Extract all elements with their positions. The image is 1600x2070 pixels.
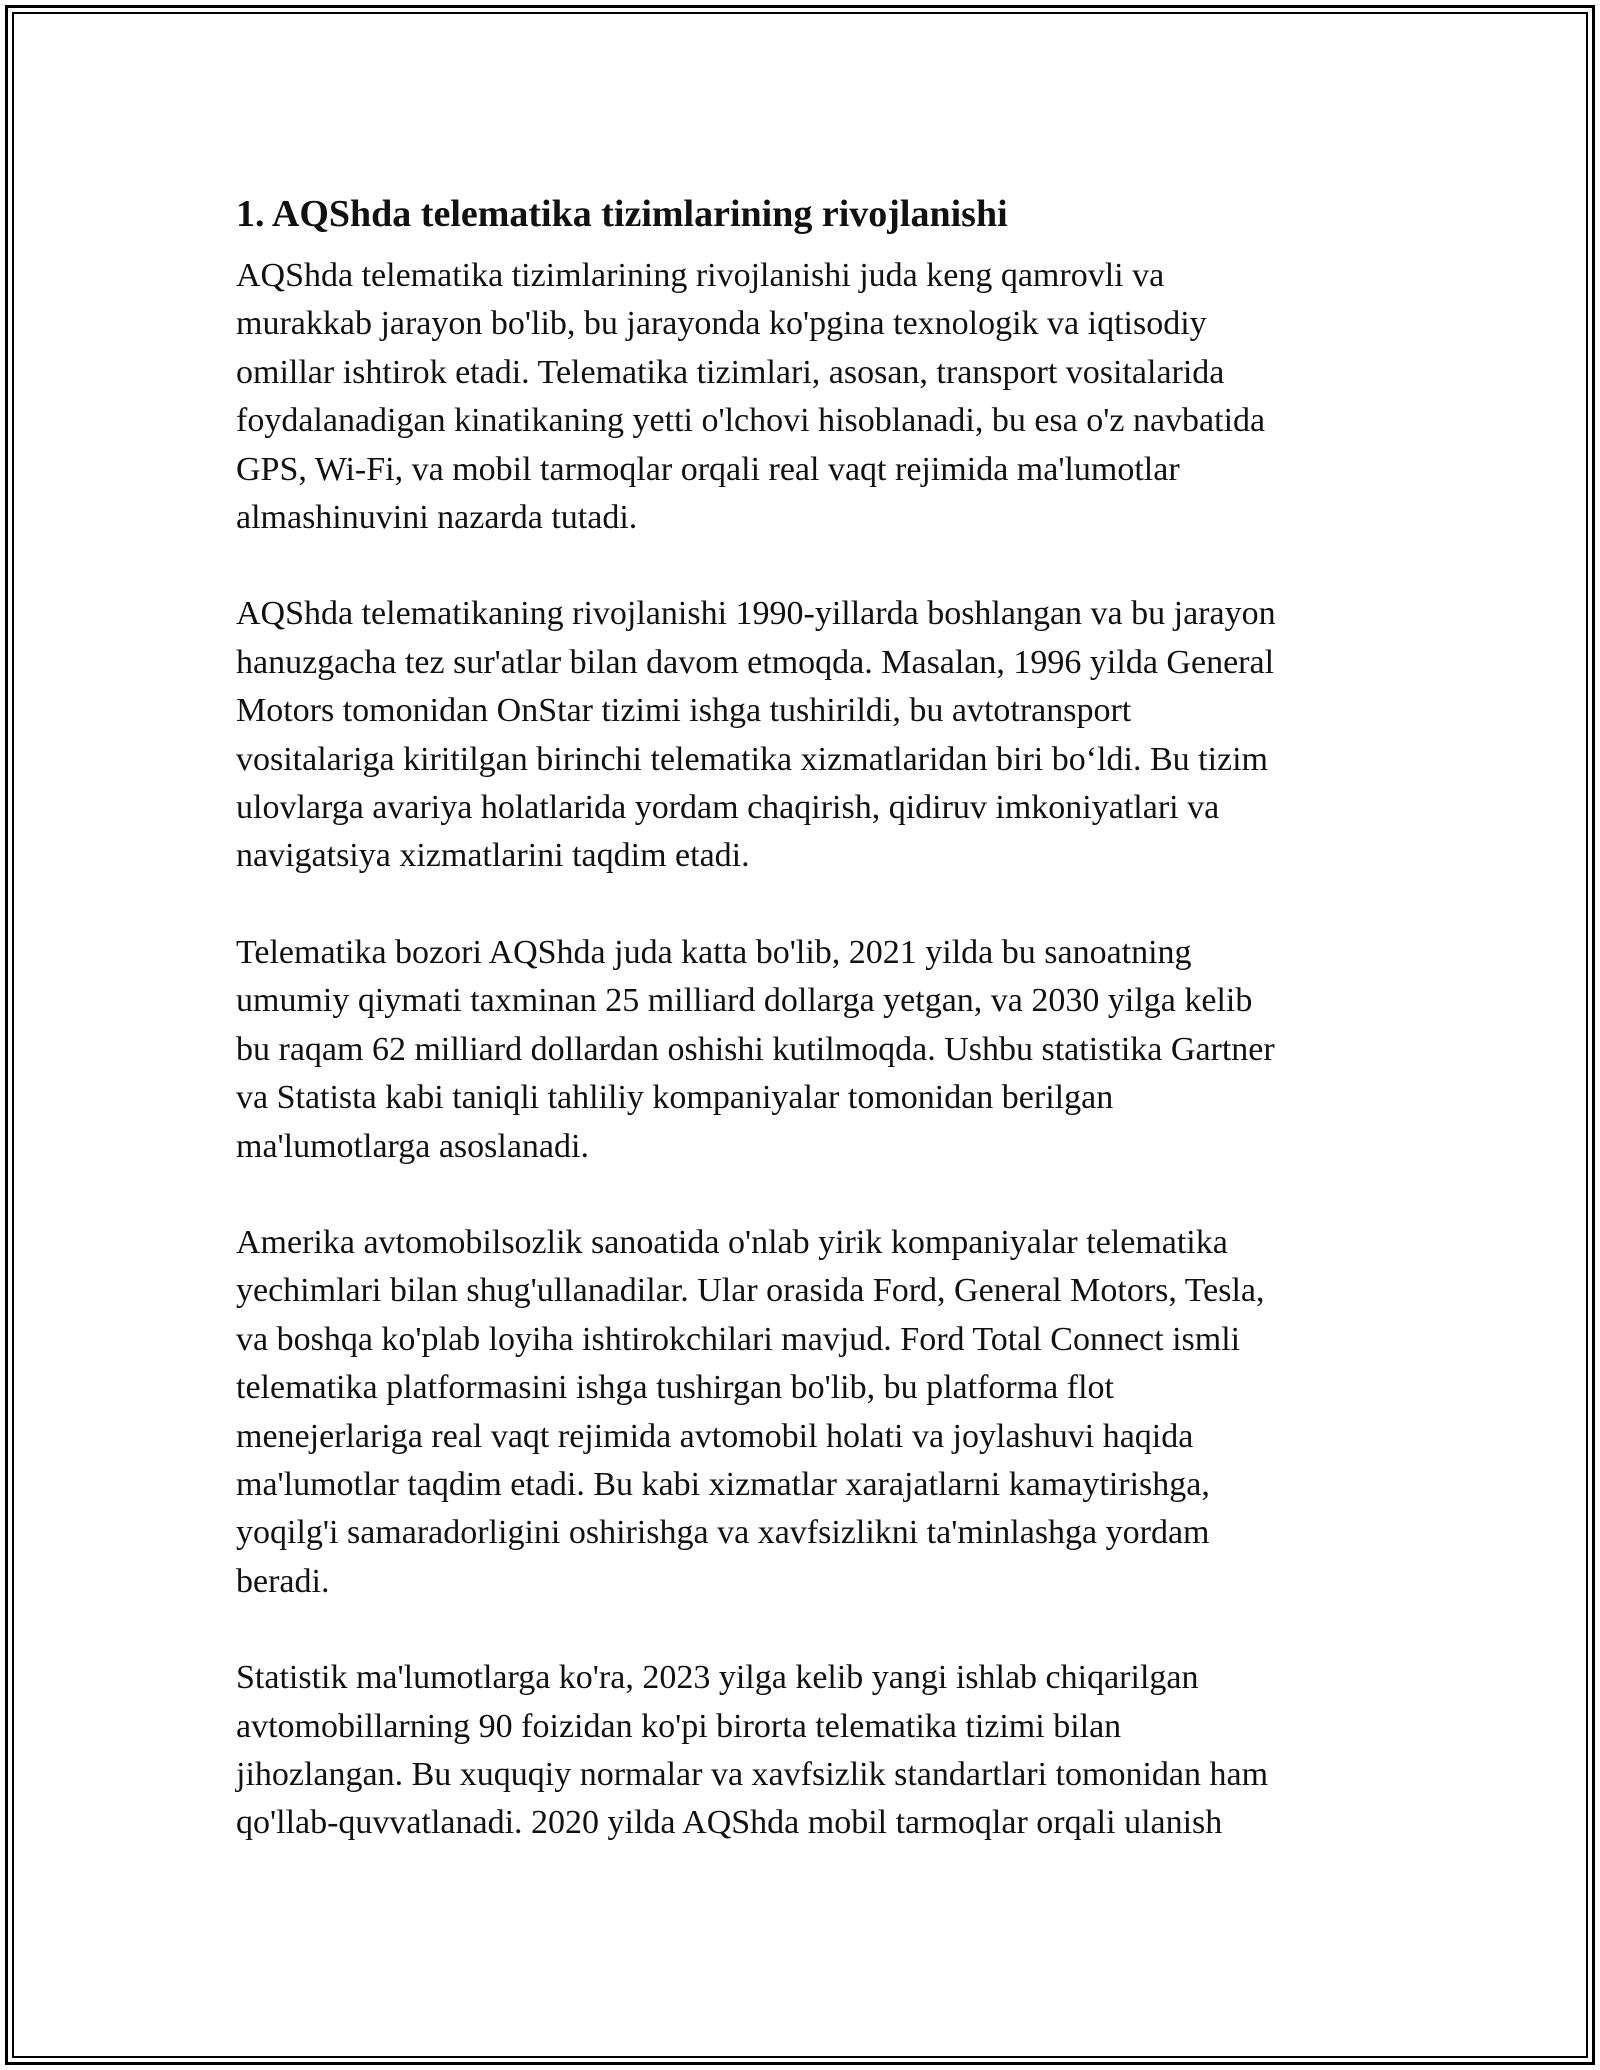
text-line: ulovlarga avariya holatlarida yordam chaqirish, qidiruv imkoniyatlari va bbox=[236, 789, 1220, 827]
text-line: avtomobillarning 90 foizidan ko'pi birorta telematika tizimi bilan bbox=[236, 1707, 1122, 1745]
text-line: GPS, Wi-Fi, va mobil tarmoqlar orqali real vaqt rejimida ma'lumotlar bbox=[236, 450, 1180, 488]
paragraph-2 bbox=[236, 590, 1366, 880]
text-line: foydalanadigan kinatikaning yetti o'lchovi hisoblanadi, bu esa o'z navbatida bbox=[236, 402, 1266, 440]
text-line: beradi. bbox=[236, 1562, 330, 1600]
text-line: bu raqam 62 milliard dollardan oshishi kutilmoqda. Ushbu statistika Gartner bbox=[236, 1030, 1275, 1068]
paragraph-1 bbox=[236, 252, 1366, 542]
text-line: qo'llab-quvvatlanadi. 2020 yilda AQShda mobil tarmoqlar orqali ulanish bbox=[236, 1804, 1223, 1842]
text-line: hanuzgacha tez sur'atlar bilan davom etmoqda. Masalan, 1996 yilda General bbox=[236, 643, 1275, 681]
text-line: menejerlariga real vaqt rejimida avtomobil holati va joylashuvi haqida bbox=[236, 1417, 1194, 1455]
text-line: umumiy qiymati taxminan 25 milliard dollarga yetgan, va 2030 yilga kelib bbox=[236, 982, 1253, 1020]
text-line: AQShda telematika tizimlarining rivojlanishi juda keng qamrovli va bbox=[236, 257, 1165, 294]
text-line: telematika platformasini ishga tushirgan bo'lib, bu platforma flot bbox=[236, 1369, 1114, 1407]
page-title: 1. AQShda telematika tizimlarining rivojlanishi bbox=[236, 193, 1008, 235]
page-content bbox=[236, 188, 1366, 1896]
text-line: murakkab jarayon bo'lib, bu jarayonda ko'pgina texnologik va iqtisodiy bbox=[236, 305, 1207, 343]
paragraph-3 bbox=[236, 929, 1366, 1171]
text-line: Motors tomonidan OnStar tizimi ishga tushirildi, bu avtotransport bbox=[236, 692, 1132, 730]
text-line: jihozlangan. Bu xuquqiy normalar va xavfsizlik standartlari tomonidan ham bbox=[236, 1755, 1269, 1793]
text-line: vositalariga kiritilgan birinchi telematika xizmatlaridan biri bo‘ldi. Bu tizim bbox=[236, 740, 1269, 778]
paragraph-5 bbox=[236, 1654, 1366, 1848]
text-line: AQShda telematikaning rivojlanishi 1990-yillarda boshlangan va bu jarayon bbox=[236, 595, 1276, 633]
text-line: ma'lumotlarga asoslanadi. bbox=[236, 1127, 589, 1165]
text-line: omillar ishtirok etadi. Telematika tizimlari, asosan, transport vositalarida bbox=[236, 353, 1225, 391]
text-line: yechimlari bilan shug'ullanadilar. Ular orasida Ford, General Motors, Tesla, bbox=[236, 1272, 1265, 1310]
text-line: yoqilg'i samaradorligini oshirishga va xavfsizlikni ta'minlashga yordam bbox=[236, 1514, 1210, 1552]
text-line: va Statista kabi taniqli tahliliy kompaniyalar tomonidan berilgan bbox=[236, 1079, 1114, 1117]
text-line: Statistik ma'lumotlarga ko'ra, 2023 yilga kelib yangi ishlab chiqarilgan bbox=[236, 1659, 1199, 1697]
paragraph-4 bbox=[236, 1219, 1366, 1606]
text-line: ma'lumotlar taqdim etadi. Bu kabi xizmatlar xarajatlarni kamaytirishga, bbox=[236, 1465, 1210, 1503]
text-line: almashinuvini nazarda tutadi. bbox=[236, 499, 638, 537]
text-line: Telematika bozori AQShda juda katta bo'lib, 2021 yilda bu sanoatning bbox=[236, 933, 1192, 971]
text-line: navigatsiya xizmatlarini taqdim etadi. bbox=[236, 837, 750, 875]
text-line: Amerika avtomobilsozlik sanoatida o'nlab yirik kompaniyalar telematika bbox=[236, 1223, 1228, 1261]
text-line: va boshqa ko'plab loyiha ishtirokchilari mavjud. Ford Total Connect ismli bbox=[236, 1320, 1241, 1358]
